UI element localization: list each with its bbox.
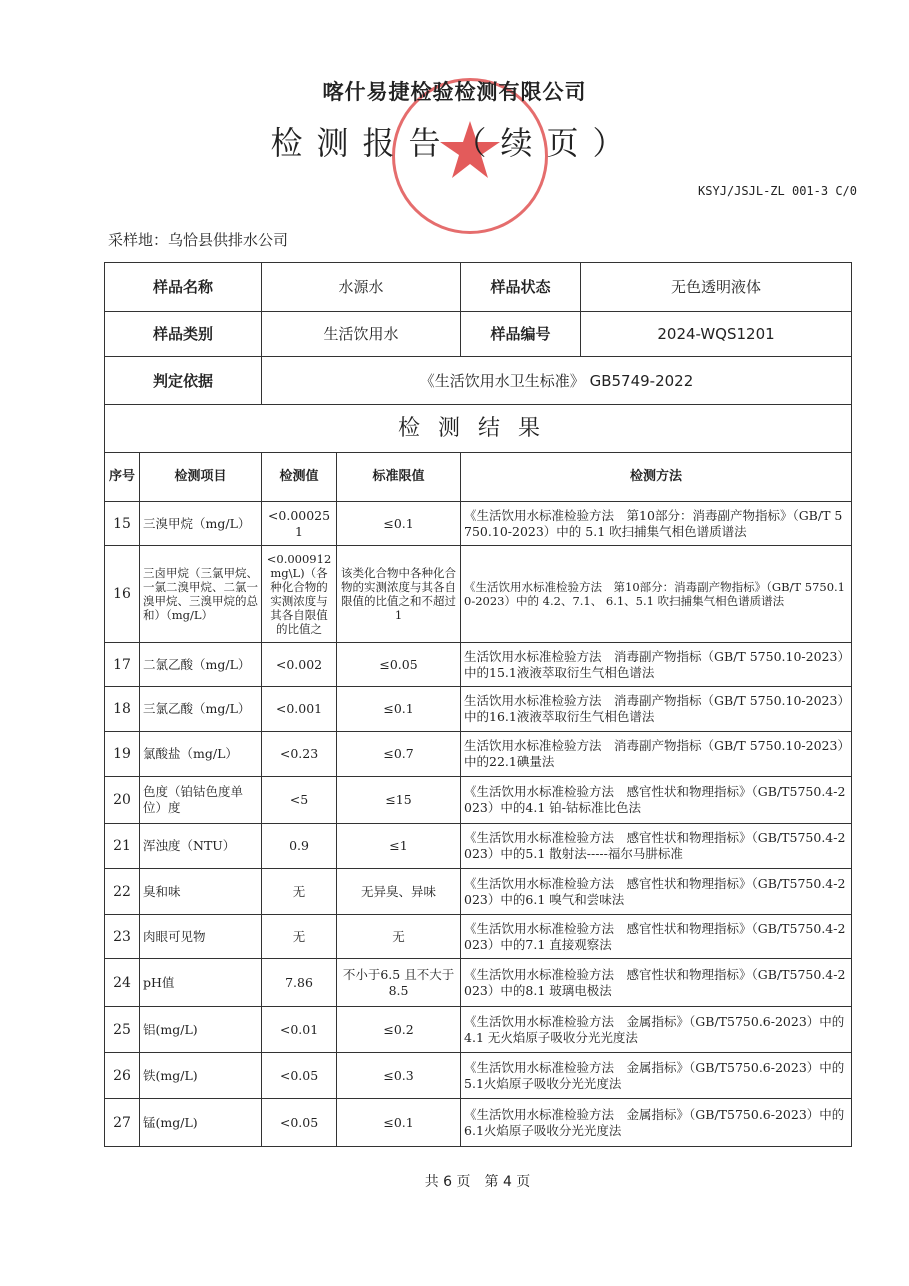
table-row (105, 687, 852, 732)
basis: 《生活饮用水卫生标准》 GB5749-2022 (262, 357, 852, 405)
col-header-limit: 标准限值 (337, 453, 461, 502)
section-title: 检测结果 (105, 405, 852, 453)
test-value: <0.001 (262, 687, 337, 732)
test-method: 《生活饮用水标准检验方法 第10部分：消毒副产物指标》（GB/T 5750.10-2023）中的 5.1 吹扫捕集气相色谱质谱法 (461, 502, 852, 546)
row-number: 23 (105, 915, 140, 959)
test-method: 《生活饮用水标准检验方法 感官性状和物理指标》（GB/T5750.4-2023）中的8.1 玻璃电极法 (461, 959, 852, 1007)
test-method: 《生活饮用水标准检验方法 金属指标》（GB/T5750.6-2023）中的 5.1火焰原子吸收分光光度法 (461, 1053, 852, 1099)
standard-limit: ≤1 (337, 824, 461, 869)
sample-type-label: 样品类别 (105, 312, 262, 357)
test-item: pH值 (140, 959, 262, 1007)
table-row (105, 959, 852, 1007)
standard-limit: ≤0.3 (337, 1053, 461, 1099)
col-header-no: 序号 (105, 453, 140, 502)
standard-limit: 不小于6.5 且不大于8.5 (337, 959, 461, 1007)
test-item: 肉眼可见物 (140, 915, 262, 959)
info-row (105, 312, 852, 357)
row-number: 17 (105, 643, 140, 687)
test-method: 《生活饮用水标准检验方法 感官性状和物理指标》（GB/T5750.4-2023）中的4.1 铂-钴标准比色法 (461, 777, 852, 824)
col-header-value: 检测值 (262, 453, 337, 502)
standard-limit: 该类化合物中各种化合物的实测浓度与其各自限值的比值之和不超过1 (337, 546, 461, 643)
report-title: 检测报告（续页） (270, 124, 639, 162)
test-item: 三卤甲烷（三氯甲烷、一氯二溴甲烷、二氯一溴甲烷、三溴甲烷的总和）（mg/L） (140, 546, 262, 643)
test-item: 臭和味 (140, 869, 262, 915)
sample-name-label: 样品名称 (105, 263, 262, 312)
row-number: 25 (105, 1007, 140, 1053)
info-row (105, 263, 852, 312)
test-item: 三溴甲烷（mg/L） (140, 502, 262, 546)
test-method: 《生活饮用水标准检验方法 金属指标》（GB/T5750.6-2023）中的4.1 无火焰原子吸收分光光度法 (461, 1007, 852, 1053)
table-row (105, 643, 852, 687)
standard-limit: ≤0.2 (337, 1007, 461, 1053)
test-item: 铁(mg/L) (140, 1053, 262, 1099)
table-row (105, 777, 852, 824)
sample-type: 生活饮用水 (262, 312, 461, 357)
row-number: 20 (105, 777, 140, 824)
test-method: 生活饮用水标准检验方法 消毒副产物指标（GB/T 5750.10-2023）中的15.1液液萃取衍生气相色谱法 (461, 643, 852, 687)
test-method: 《生活饮用水标准检验方法 金属指标》（GB/T5750.6-2023）中的 6.1火焰原子吸收分光光度法 (461, 1099, 852, 1147)
standard-limit: 无异臭、异味 (337, 869, 461, 915)
standard-limit: ≤0.7 (337, 732, 461, 777)
row-number: 16 (105, 546, 140, 643)
test-value: <0.002 (262, 643, 337, 687)
page-footer: 共 6 页 第 4 页 (424, 1174, 531, 1190)
table-row (105, 824, 852, 869)
info-row (105, 357, 852, 405)
table-row (105, 502, 852, 546)
test-value: <0.000912mg\L)（各种化合物的实测浓度与其各自限值的比值之 (262, 546, 337, 643)
table-row (105, 546, 852, 643)
test-item: 色度（铂钴色度单位）度 (140, 777, 262, 824)
table-row (105, 915, 852, 959)
table-row (105, 1053, 852, 1099)
row-number: 18 (105, 687, 140, 732)
column-header-row (105, 453, 852, 502)
test-value: 无 (262, 915, 337, 959)
test-method: 《生活饮用水标准检验方法 感官性状和物理指标》（GB/T5750.4-2023）中的7.1 直接观察法 (461, 915, 852, 959)
section-title-row (105, 405, 852, 453)
report-body (104, 262, 851, 1211)
table-row (105, 1099, 852, 1147)
standard-limit: ≤0.05 (337, 643, 461, 687)
test-value: <0.000251 (262, 502, 337, 546)
results-table (104, 262, 852, 1147)
row-number: 19 (105, 732, 140, 777)
col-header-method: 检测方法 (461, 453, 852, 502)
sample-no: 2024-WQS1201 (581, 312, 852, 357)
test-value: <0.05 (262, 1099, 337, 1147)
test-value: 0.9 (262, 824, 337, 869)
row-number: 27 (105, 1099, 140, 1147)
test-method: 《生活饮用水标准检验方法 感官性状和物理指标》（GB/T5750.4-2023）中的6.1 嗅气和尝味法 (461, 869, 852, 915)
test-value: <0.23 (262, 732, 337, 777)
test-value: <0.05 (262, 1053, 337, 1099)
sample-name: 水源水 (262, 263, 461, 312)
test-method: 《生活饮用水标准检验方法 第10部分：消毒副产物指标》（GB/T 5750.10-2023）中的 4.2、7.1、 6.1、5.1 吹扫捕集气相色谱质谱法 (461, 546, 852, 643)
test-value: 7.86 (262, 959, 337, 1007)
test-item: 三氯乙酸（mg/L） (140, 687, 262, 732)
table-row (105, 732, 852, 777)
test-method: 《生活饮用水标准检验方法 感官性状和物理指标》（GB/T5750.4-2023）中的5.1 散射法-----福尔马肼标准 (461, 824, 852, 869)
row-number: 24 (105, 959, 140, 1007)
test-item: 氯酸盐（mg/L） (140, 732, 262, 777)
test-item: 浑浊度（NTU） (140, 824, 262, 869)
standard-limit: ≤0.1 (337, 687, 461, 732)
test-method: 生活饮用水标准检验方法 消毒副产物指标（GB/T 5750.10-2023）中的16.1液液萃取衍生气相色谱法 (461, 687, 852, 732)
company-name: 喀什易捷检验检测有限公司 (322, 80, 587, 104)
table-row (105, 869, 852, 915)
standard-limit: ≤0.1 (337, 502, 461, 546)
row-number: 15 (105, 502, 140, 546)
row-number: 21 (105, 824, 140, 869)
test-value: <0.01 (262, 1007, 337, 1053)
test-value: <5 (262, 777, 337, 824)
sample-state-label: 样品状态 (461, 263, 581, 312)
document-code: KSYJ/JSJL-ZL 001-3 C/0 (698, 184, 857, 198)
row-number: 22 (105, 869, 140, 915)
test-item: 铝(mg/L) (140, 1007, 262, 1053)
test-item: 二氯乙酸（mg/L） (140, 643, 262, 687)
standard-limit: ≤15 (337, 777, 461, 824)
sample-no-label: 样品编号 (461, 312, 581, 357)
test-value: 无 (262, 869, 337, 915)
test-method: 生活饮用水标准检验方法 消毒副产物指标（GB/T 5750.10-2023）中的22.1碘量法 (461, 732, 852, 777)
basis-label: 判定依据 (105, 357, 262, 405)
sampling-site: 采样地：乌恰县供排水公司 (108, 231, 289, 249)
standard-limit: ≤0.1 (337, 1099, 461, 1147)
col-header-item: 检测项目 (140, 453, 262, 502)
sample-state: 无色透明液体 (581, 263, 852, 312)
test-item: 锰(mg/L) (140, 1099, 262, 1147)
standard-limit: 无 (337, 915, 461, 959)
row-number: 26 (105, 1053, 140, 1099)
table-row (105, 1007, 852, 1053)
